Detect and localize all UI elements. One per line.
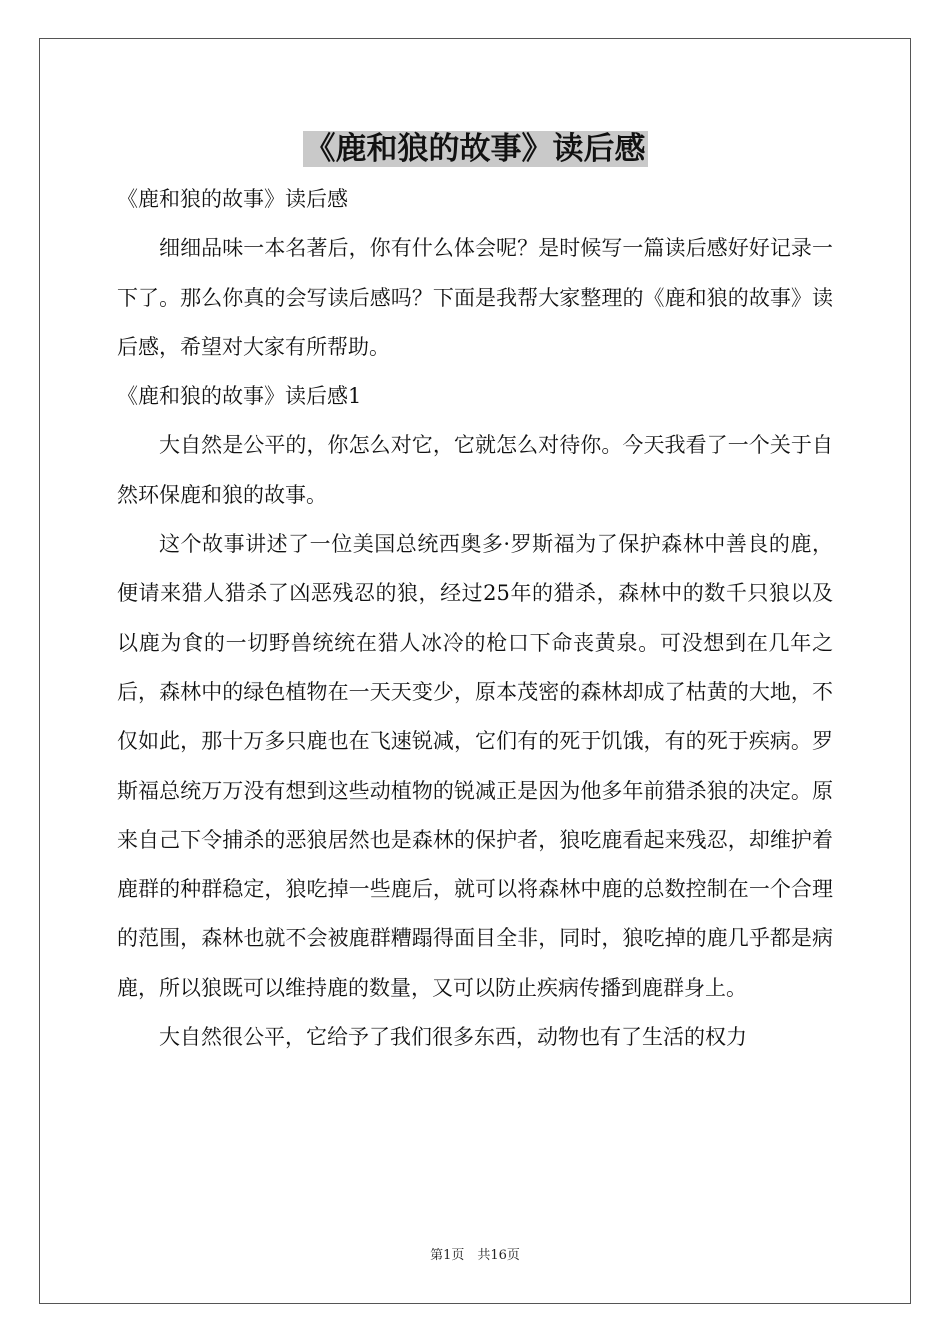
document-title-text: 《鹿和狼的故事》读后感 [304,131,646,167]
section-heading: 《鹿和狼的故事》读后感1 [117,384,362,409]
page-footer [0,1246,950,1266]
paragraph: 这个故事讲述了一位美国总统西奥多·罗斯福为了保护森林中善良的鹿，便请来猎人猎杀了凶恶残忍的狼，经过25年的猎杀，森林中的数千只狼以及以鹿为食的一切野兽统统在猎人冰冷的枪口下命丧黄泉。可没想到在几年之后，森林中的绿色植物在一天天变少，原本茂密的森林却成了枯黄的大地，不仅如此，那十万多只鹿也在飞速锐减，它们有的死于饥饿，有的死于疾病。罗斯福总统万万没有想到这些动植物的锐减正是因为他多年前猎杀狼的决定。原来自己下令捕杀的恶狼居然也是森林的保护者，狼吃鹿看起来残忍，却维护着鹿群的种群稳定，狼吃掉一些鹿后，就可以将森林中鹿的总数控制在一个合理的范围，森林也就不会被鹿群糟蹋得面目全非，同时，狼吃掉的鹿几乎都是病鹿，所以狼既可以维持鹿的数量，又可以防止疾病传播到鹿群身上。 [117,532,833,1000]
paragraph: 大自然很公平，它给予了我们很多东西，动物也有了生活的权力 [159,1025,747,1050]
document-title [0,126,950,172]
page-number: 第1页 共16页 [430,1248,520,1263]
paragraph-intro: 细细品味一本名著后，你有什么体会呢？是时候写一篇读后感好好记录一下了。那么你真的会写读后感吗？下面是我帮大家整理的《鹿和狼的故事》读后感，希望对大家有所帮助。 [117,236,833,359]
document-body [117,175,833,1062]
paragraph-subtitle: 《鹿和狼的故事》读后感 [117,187,348,211]
paragraph: 大自然是公平的，你怎么对它，它就怎么对待你。今天我看了一个关于自然环保鹿和狼的故事。 [117,433,833,507]
